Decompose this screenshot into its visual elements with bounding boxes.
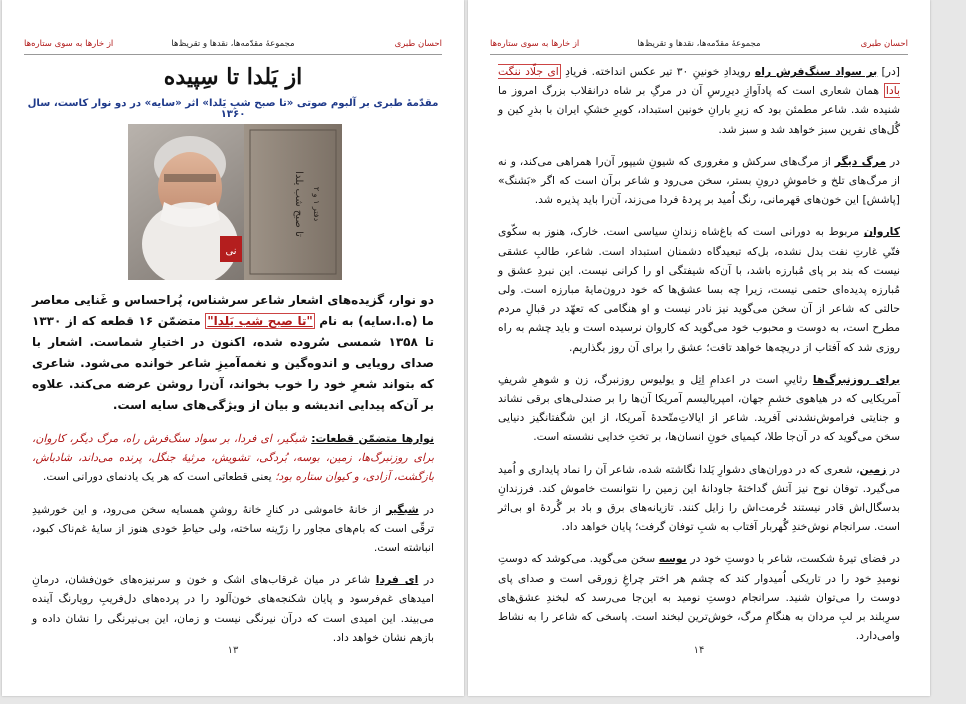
intro-text-1: دو نوار، گزیده‌های اشعار شاعر سرشناس، پُراحساس و غَنایی معاصر ما (ه.ا.سایه) [32,293,434,328]
rosenberg-paragraph [498,370,900,447]
savad-term: بر سواد سنگ‌فرش راه [754,65,878,78]
rosenberg-term: برای روزنبرگ‌ها [812,372,900,386]
marg-paragraph [498,152,900,210]
left-page [2,0,464,696]
header-series-title: از خارها به سوی ستاره‌ها [490,39,580,49]
shabgir-lead: در [418,502,434,516]
shabgir-paragraph [32,500,434,558]
header-author: احسان طبری [860,39,908,49]
header-author: احسان طبری [394,39,442,49]
savad-paragraph [498,62,900,139]
intro-text-2: به نام [314,314,354,328]
zamin-text: ، شعری که در دوران‌های دشوارِ یَلدا نگاشته شده، شاعر آن را نماد پایداری و اُمید می‌گیرد. توفان نوح نیز آتش گداختهٔ جاودانهٔ این زمین را نتوانست خاموش کند. فرزندانِ بدسگال‌اش قادر نیستند حُرمت‌اش را زایل کنند. تازیانه‌های برق و باد بر گُردهٔ او بی‌اثر است. سرانجام نوش‌خندِ گُهربار آفتاب به شبِ توفان گرفت؛ پایان خواهد داد. [498,462,900,534]
farda-lead: در [418,573,434,587]
zamin-paragraph [498,460,900,537]
karevan-term: کاروان [863,225,900,239]
cassette-box [244,124,342,280]
buseh-text: سخن می‌گوید. می‌کوشد که دوستِ نومیدِ خود را در تاریکی اُمیدوار کند که چشم هر اختر چراغِ زورقی است و صدای پای دوست را می‌توان شنید. سرانجام دوستِ نومید به این‌جا می‌رسد که لبخندِ عشق‌های سرِبلند بر لبِ مردان به هنگامِ مرگ، خوش‌ترین لبخند است. پاسخی که شاعر را به نشاط وامی‌دارد. [498,552,900,643]
marg-term: مرگ دیگر [834,154,887,168]
right-page-header [490,38,908,55]
left-page-body [32,290,434,660]
pieces-tail: یعنی قطعاتی است که هر یک یادنمای دورانی است. [42,470,276,484]
intro-text-3: متضمّن ۱۶ قطعه که از ۱۳۳۰ تا ۱۳۵۸ شمسی سُروده شده، اکنون در اختیارِ شماست. اشعار با صدای رویایی و اندوه‌گین و نغمه‌آمیزِ شاعر خوانده می‌شود. شاعری که بتواند شعرِ خود را خوب بخواند، آن‌را روشن عرضه می‌کند. علاوه بر آن‌که پیدایی اندیشه و بیان از ویژگی‌های سایه است. [32,314,434,412]
header-series-title: از خارها به سوی ستاره‌ها [24,39,114,49]
karevan-text: مربوط به دورانی است که باغ‌شاه زندانِ سیاسی است. خارک، هنوز به سکّوی فتّیِ غارتِ نفت بدل نشده، بل‌که تبعیدگاه دشمنان استبداد است. شاعر، طالبِ عشقی نیست که بند بر پای مُبارزه باشد، با آن‌که شیفتگی او را کرانی نیست. این نبردِ عشق و مُبارزه پدیده‌ای حتمی نیست، زیرا چه بسا عشق‌ها که خود درون‌مایهٔ مبارزه است. ولی حالتی که شاعر از آن سخن می‌گوید نیز نادر نیست و او هنگامی که تعهّد در قبالِ مردم مطرح است، به دوست و محبوب خود می‌گوید که کاروان نرسیده است و باید چشم به راه روزی شد که آفتاب از دریچه‌ها خواهد تافت؛ عشق را برای آن روز بگذاریم. [498,225,900,354]
buseh-paragraph [498,549,900,645]
savad-text-1: رویدادِ خونینِ ۳۰ تیر عکس انداخته. فریادِ [560,65,755,78]
savad-text-2: همان شعاری است که پادآوازِ دیرِرسِ آن در مرگِ بر شاه درانقلاب بزرگ امروز ما شنیده شد. شاعر مطمئن بود که زیرِ بارانِ خونین استبداد، کویرِ خشکِ ایران با بذرِ کین و گُل‌های نفرین سبز خواهد شد و سبز شد. [498,84,900,136]
shabgir-text: از خانهٔ خاموشی در کنارِ خانهٔ روشنِ همسایه سخن می‌رود، و این خورشیدِ ترقّی است که بام‌های مجاور را زرّینه ساخته، ولی حیاطِ خودی هنوز از سایهٔ غم‌ناک کبود، انباشته است. [32,502,434,555]
cassette-spine-title: تا صبح شب یلدا [293,171,304,237]
chapter-title: از یَلدا تا سِپیده [163,64,303,90]
savad-lead: [در] [877,65,900,78]
page-number: ۱۴ [693,645,705,656]
chapter-subtitle: مقدّمهٔ طبری بر آلبوم صوتی «تا صبح شبِ یَلدا» اثر «سایه» در دو نوار کاست، سال ۱۳۶۰ [27,98,439,120]
marg-text: از مرگ‌های سرکش و مغروری که شیونِ شیپور آن‌را همراهی می‌کند، و نه از مرگ‌های تلخ و خاموشِ درونِ بستر، سخن می‌رود و شاعر برآن است که اگر «بَشنگ» [پاشش] این خون‌های قهرمانی، رنگ اُمید بر پردهٔ فردا می‌زند، آن‌را باید پذیره شد. [498,154,900,207]
pieces-label: نوارها متضمّن قطعات: [311,432,434,445]
cassette-logo-text: نی [225,246,237,257]
savad-highlight: ای جلّاد ننگت بادا [498,65,900,98]
buseh-term: بوسه [658,552,687,566]
header-collection-title: مجموعهٔ مقدّمه‌ها، نقدها و تقریظ‌ها [171,39,295,49]
page-number: ۱۳ [227,645,239,656]
cassette-spine-subtitle: دفتر ۱ و ۲ [312,186,321,222]
right-page [468,0,930,696]
right-page-body [498,62,900,658]
rosenberg-text: رثاییِ است در اعدامِ اِتِل و یولیوس روزنبرگ، زن و شوهرِ شریفِ آمریکایی که در هیاهوی خشمِ جهان، امپریالیسم آمریکا آن‌ها را بر صندلی‌های برقی نشاند و جنایتی فراموش‌نشدنی آفرید. شاعر از ایالاتِ‌متّحدهٔ آمریکا، از این شگفتانگیز دنیایی سخن می‌گوید که در آن‌جا طلا، کیمیای خونِ انسان‌ها، بر تختِ خدایی نشسته است. [498,372,900,444]
zamin-lead: در [886,462,900,476]
karevan-paragraph [498,222,900,356]
album-name-highlight: "تا صبح شب یَلدا" [207,314,313,328]
buseh-lead: در فضای تیرهٔ شکست، شاعر با دوستِ خود در [686,552,900,566]
intro-paragraph [32,290,434,416]
zamin-term: زمین [859,462,887,476]
album-cover-image [128,124,342,280]
farda-term: ای فردا [375,573,419,587]
left-page-header [24,38,442,55]
header-collection-title: مجموعهٔ مقدّمه‌ها، نقدها و تقریظ‌ها [637,39,761,49]
shabgir-term: شبگیر [386,502,419,516]
farda-paragraph [32,570,434,647]
marg-lead: در [886,154,900,168]
pieces-paragraph [32,429,434,487]
pieces-list: شبگیر، ای فردا، بر سواد سنگ‌فرش راه، مرگ دیگر، کاروان، برای روزنبرگ‌ها، زمین، بوسه، بُردگی، تشویش، مرثیهٔ جنگل، پرنده می‌داند، شادباش، بازگشت، آزادی، و کیوان ستاره بود؛ [32,432,434,484]
farda-text: شاعر در میان غرقاب‌های اشک و خون و سرنیزه‌های خون‌فشان، درمانِ امیدهای غم‌فرسود و پایان شکنجه‌های خون‌آلود را در پرده‌های دل‌فریبِ رویارنگ آینده می‌بیند. این امیدی است که درآن نیرنگی نیست و زمان، این بی‌نیرنگی را نشان داده و بازهم نشان خواهد داد. [32,573,434,644]
